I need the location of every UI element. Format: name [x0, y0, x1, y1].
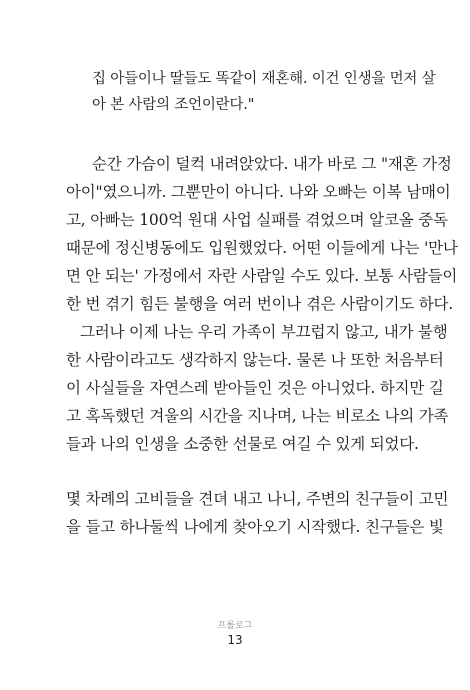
- text-line: 때문에 정신병동에도 입원했었다. 어떤 이들에게 나는 '만나: [66, 239, 458, 257]
- text-line: 고 혹독했던 겨울의 시간을 지나며, 나는 비로소 나의 가족: [66, 407, 449, 425]
- text-line: 들과 나의 인생을 소중한 선물로 여길 수 있게 되었다.: [66, 435, 419, 453]
- text-line: 아 본 사람의 조언이란다.": [92, 97, 255, 113]
- text-line: 아이"였으니까. 그뿐만이 아니다. 나와 오빠는 이복 남매이: [66, 183, 451, 201]
- text-line: 몇 차례의 고비들을 견뎌 내고 나니, 주변의 친구들이 고민: [66, 490, 449, 508]
- text-line: 순간 가슴이 덜컥 내려앉았다. 내가 바로 그 "재혼 가정: [92, 155, 452, 173]
- page-number: 13: [227, 633, 243, 647]
- text-line: 이 사실들을 자연스레 받아들인 것은 아니었다. 하지만 길: [66, 379, 444, 397]
- text-line: 고, 아빠는 100억 원대 사업 실패를 겪었으며 알코올 중독: [66, 211, 448, 229]
- text-line: 한 번 겪기 힘든 불행을 여러 번이나 겪은 사람이기도 하다.: [66, 295, 454, 313]
- text-line: 한 사람이라고도 생각하지 않는다. 물론 나 또한 처음부터: [66, 351, 444, 369]
- text-line: 면 안 되는' 가정에서 자란 사람일 수도 있다. 보통 사람들이: [66, 267, 458, 285]
- text-line: 을 들고 하나둘씩 나에게 찾아오기 시작했다. 친구들은 빛: [66, 518, 444, 536]
- text-line: 그러나 이제 나는 우리 가족이 부끄럽지 않고, 내가 불행: [80, 323, 448, 341]
- running-footer-section: 프롤로그: [217, 621, 253, 631]
- text-line: 집 아들이나 딸들도 똑같이 재혼해. 이건 인생을 먼저 살: [92, 71, 436, 87]
